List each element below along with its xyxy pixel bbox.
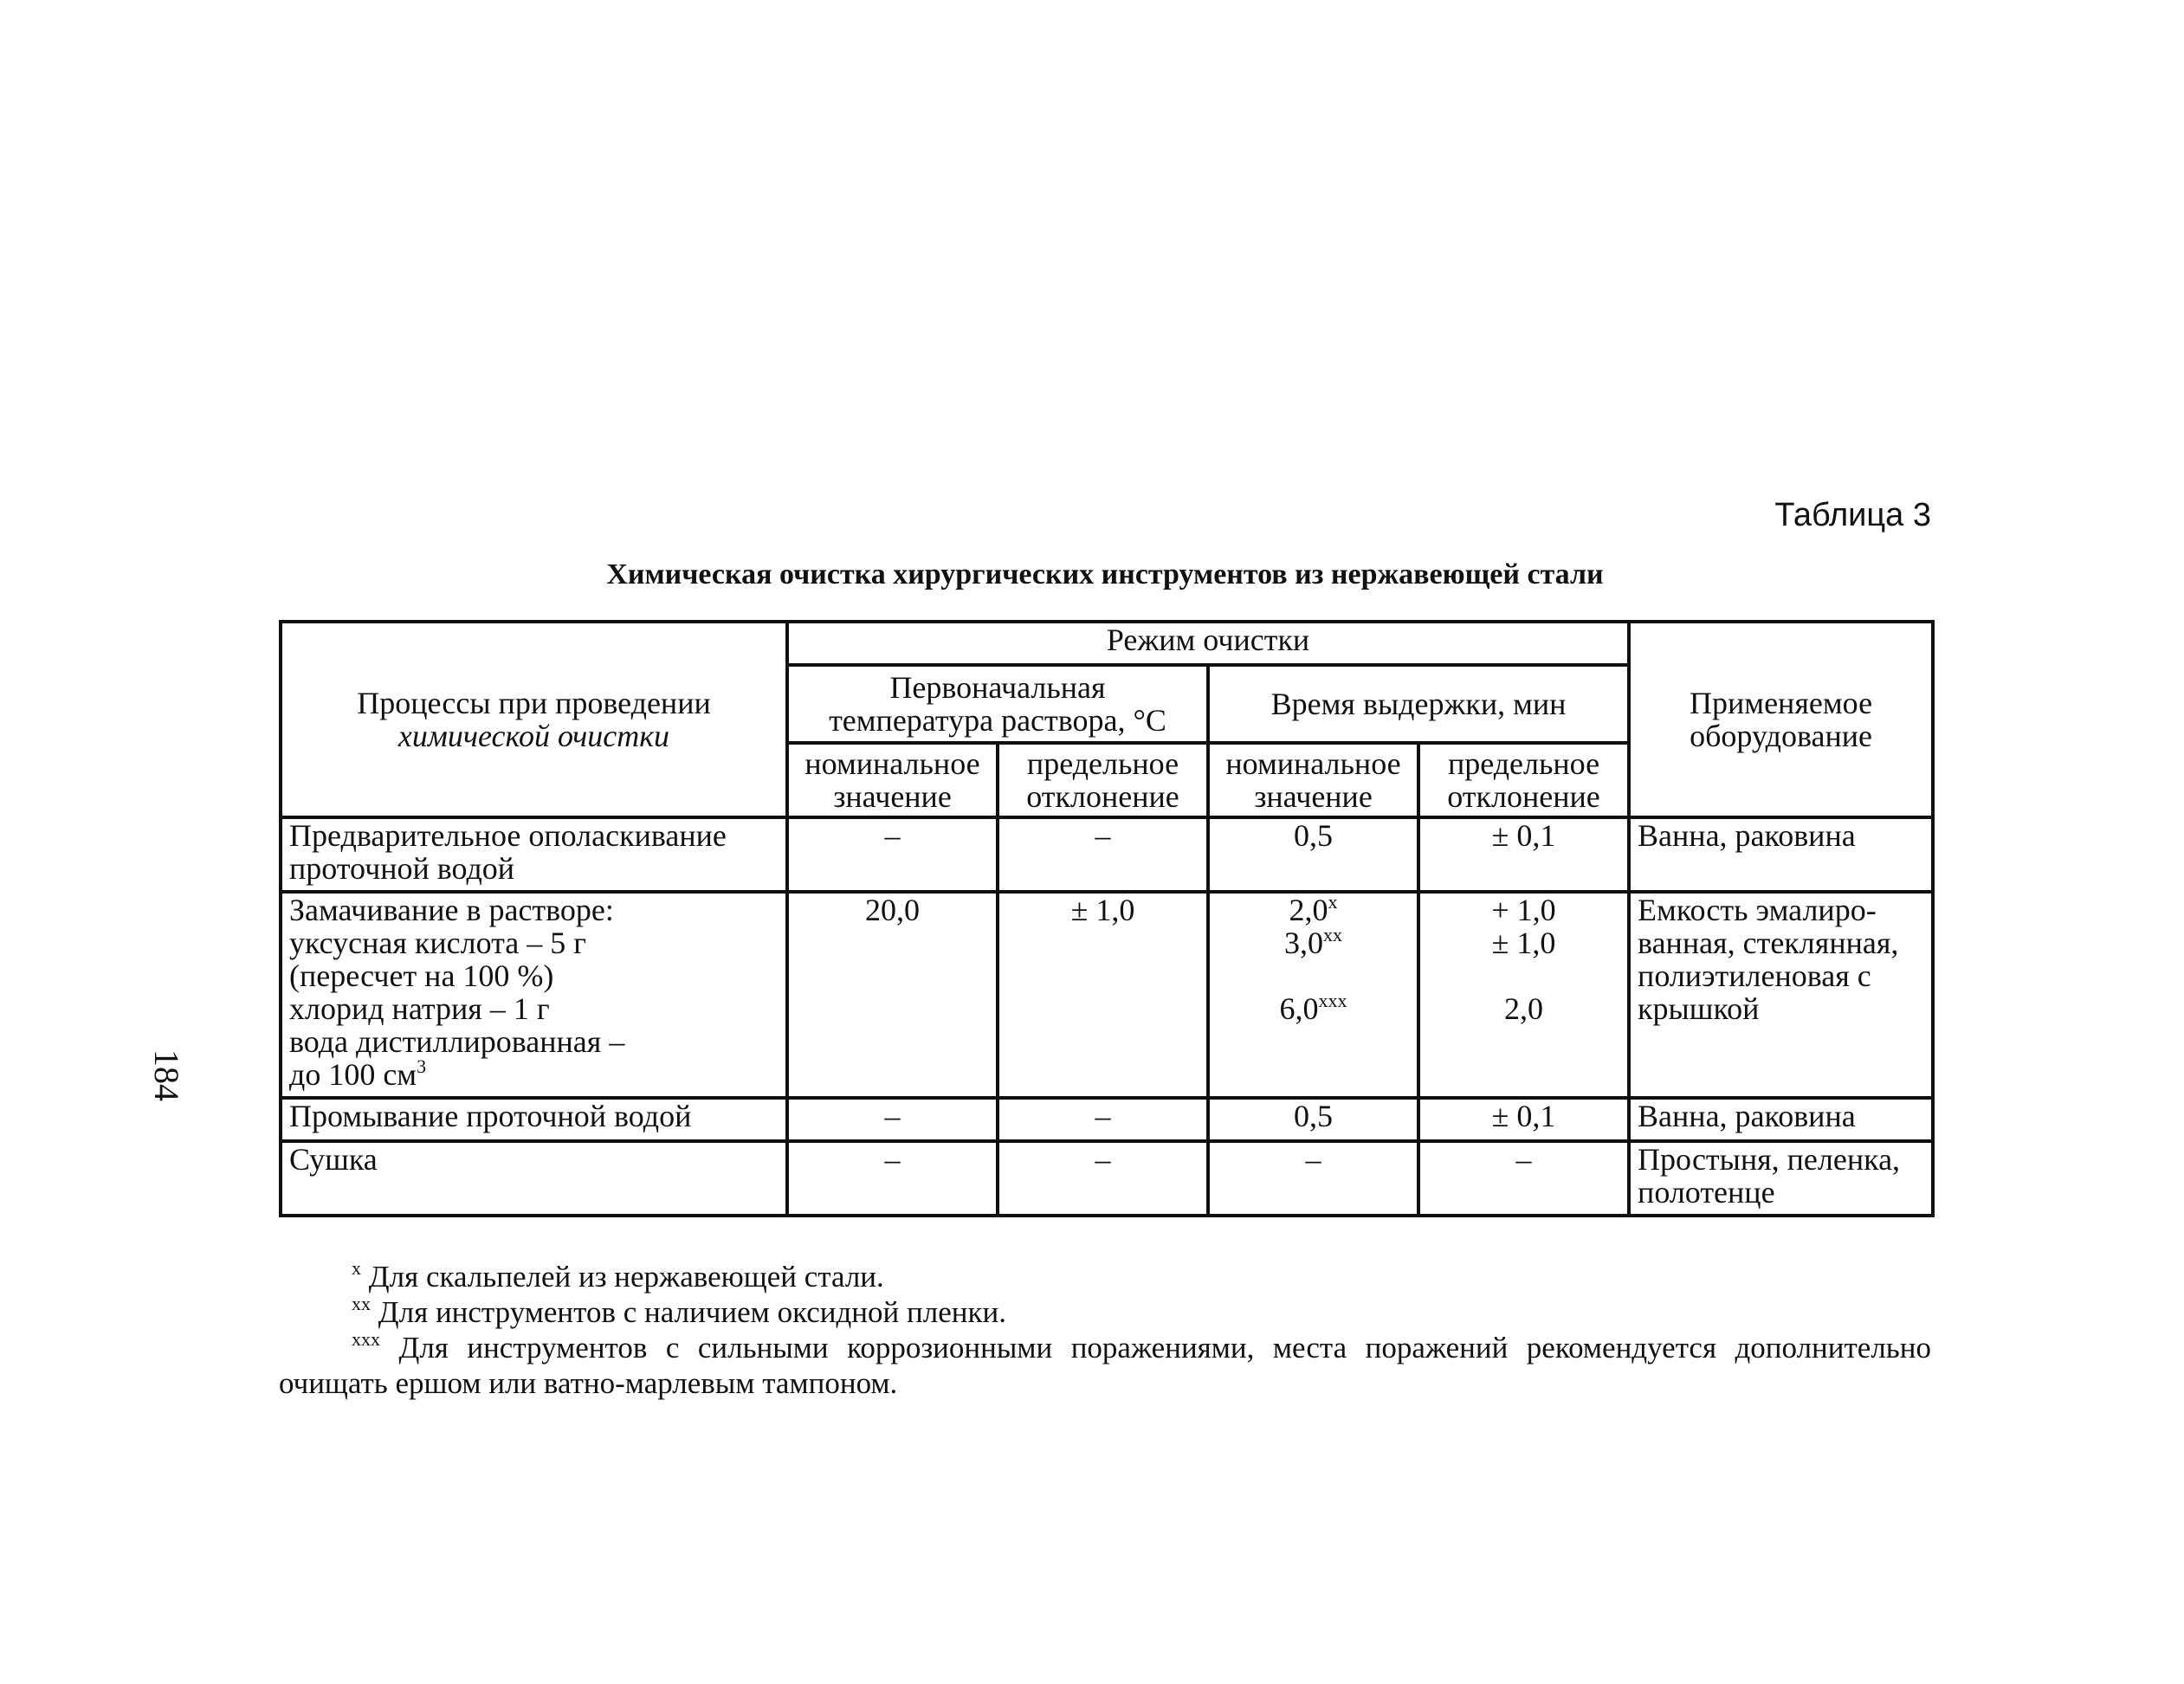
table-title: Химическая очистка хирургических инструментов из нержавеющей стали [606,558,1604,590]
header-deviation-line1: предельное [1026,746,1179,781]
header-nominal-line2: значение [833,779,952,814]
time-nominal-cell [1208,892,1418,1098]
temp-deviation-cell: ± 1,0 [998,892,1208,1098]
temp-deviation-cell: – [998,1098,1208,1141]
process-line: уксусная кислота – 5 г [289,926,587,960]
header-temperature-line2: температура раствора, °С [829,703,1166,738]
equipment-cell: Ванна, раковина [1629,817,1933,892]
footnote-mark: хх [1323,924,1342,945]
equipment-line: полиэтиленовая с [1638,958,1871,993]
equipment-line: ванная, стеклянная, [1638,926,1899,960]
time-nominal-cell: – [1208,1141,1418,1216]
table-row [281,1098,1933,1141]
footnote-mark: х [352,1257,361,1279]
time-value-text: 2,0 [1289,893,1328,927]
time-deviation-cell: ± 0,1 [1418,1098,1629,1141]
header-time-deviation [1418,743,1629,817]
spacer [1427,959,1620,992]
process-line: Замачивание в растворе: [289,893,614,927]
table-label: Таблица 3 [1774,497,1931,533]
temp-deviation-cell: – [998,1141,1208,1216]
header-mode: Режим очистки [787,622,1629,665]
time-deviation-cell: ± 0,1 [1418,817,1629,892]
table-row [281,1141,1933,1216]
header-equipment [1629,622,1933,817]
footnote-text: Для инструментов с сильными коррозионными поражениями, места поражений рекомендуется дополнительно очищать ершом или ватно-марлевым тампоном. [279,1331,1931,1400]
time-nominal-cell: 0,5 [1208,1098,1418,1141]
header-deviation-line2: отклонение [1447,779,1600,814]
header-process-line1: Процессы при проведении [357,686,711,720]
superscript: 3 [417,1055,427,1077]
header-temperature [787,665,1208,743]
footnote [279,1294,1931,1330]
footnote-mark: ххх [1318,990,1347,1011]
process-line [289,1055,779,1092]
header-nominal-line1: номинальное [1225,746,1401,781]
page-number: 184 [147,1049,186,1101]
time-nominal-cell: 0,5 [1208,817,1418,892]
equipment-line: Простыня, пеленка, [1638,1142,1901,1177]
footnote [279,1259,1931,1294]
header-process-line2: химической очистки [397,719,670,753]
time-value-text: 6,0 [1279,991,1319,1026]
process-line: хлорид натрия – 1 г [289,991,550,1026]
temp-deviation-cell: – [998,817,1208,892]
temp-nominal-cell: – [787,1098,998,1141]
header-nominal-line1: номинальное [804,746,980,781]
process-cell: Сушка [281,1141,787,1216]
header-temperature-line1: Первоначальная [889,670,1106,705]
header-deviation-line1: предельное [1447,746,1600,781]
process-cell: Промывание проточной водой [281,1098,787,1141]
footnote-mark: хх [352,1293,371,1314]
table-row [281,892,1933,1098]
footnotes [279,1259,1931,1401]
equipment-cell [1629,1141,1933,1216]
header-row-1 [281,622,1933,665]
header-deviation-line2: отклонение [1026,779,1179,814]
process-cell [281,892,787,1098]
cleaning-table [279,620,1935,1217]
header-equipment-line1: Применяемое [1690,686,1873,720]
time-deviation-cell [1418,892,1629,1098]
header-equipment-line2: оборудование [1690,719,1872,753]
equipment-cell: Ванна, раковина [1629,1098,1933,1141]
time-value [1217,992,1410,1025]
process-line: (пересчет на 100 %) [289,958,554,993]
header-nominal-line2: значение [1254,779,1373,814]
header-time-nominal [1208,743,1418,817]
process-line: Предварительное ополаскивание [289,818,727,853]
equipment-cell [1629,892,1933,1098]
equipment-line: полотенце [1638,1175,1775,1210]
equipment-line: Емкость эмалиро- [1638,893,1877,927]
deviation-value: + 1,0 [1491,893,1556,927]
time-value [1217,926,1410,959]
deviation-value: ± 1,0 [1491,926,1556,960]
header-temp-nominal [787,743,998,817]
time-value-text: 3,0 [1284,926,1323,960]
temp-nominal-cell: – [787,1141,998,1216]
temp-nominal-cell: 20,0 [787,892,998,1098]
footnote-mark: х [1328,891,1338,913]
footnote-text: Для инструментов с наличием оксидной пленки. [371,1295,1006,1329]
footnote-text: Для скальпелей из нержавеющей стали. [361,1260,884,1294]
header-time: Время выдержки, мин [1208,665,1629,743]
spacer [1217,959,1410,992]
process-line: проточной водой [289,851,515,886]
header-temp-deviation [998,743,1208,817]
time-deviation-cell: – [1418,1141,1629,1216]
deviation-value: 2,0 [1504,991,1544,1026]
process-line: вода дистиллированная – [289,1024,625,1059]
process-line-text: до 100 см [289,1057,417,1092]
header-process [281,622,787,817]
footnote [279,1330,1931,1401]
equipment-line: крышкой [1638,991,1760,1026]
time-value [1217,891,1410,927]
process-cell [281,817,787,892]
table-row [281,817,1933,892]
temp-nominal-cell: – [787,817,998,892]
footnote-mark: ххх [352,1328,380,1350]
